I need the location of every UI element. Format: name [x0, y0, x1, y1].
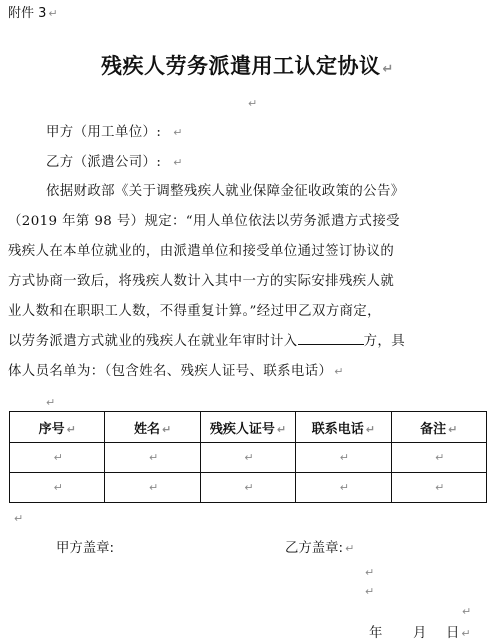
table-cell[interactable]: ↵	[391, 473, 486, 503]
party-a-seal-label: 甲方盖章:	[56, 541, 115, 556]
paragraph-line-2: （2019 年第 98 号）规定：“用人单位依法以劳务派遣方式接受	[8, 214, 400, 229]
empty-paragraph-mark: ↵	[365, 585, 375, 598]
date-day-label: 日 ↵	[446, 626, 471, 641]
table-cell[interactable]: ↵	[391, 443, 486, 473]
empty-paragraph-mark: ↵	[46, 396, 56, 409]
header-name: 姓名 ↵	[105, 412, 200, 443]
date-year-label: 年	[369, 626, 383, 641]
header-phone: 联系电话 ↵	[296, 412, 391, 443]
header-disability-cert-number: 残疾人证号 ↵	[200, 412, 295, 443]
party-b-line: 乙方（派遣公司）: ↵	[46, 155, 183, 170]
table-cell[interactable]: ↵	[200, 443, 295, 473]
party-b-seal-label: 乙方盖章: ↵	[285, 541, 355, 556]
table-cell[interactable]: ↵	[296, 473, 391, 503]
date-month-label: 月	[413, 626, 427, 641]
paragraph-line-3: 残疾人在本单位就业的，由派遣单位和接受单位通过签订协议的	[8, 244, 395, 259]
paragraph-line-7: 体人员名单为：（包含姓名、残疾人证号、联系电话） ↵	[8, 364, 344, 379]
empty-paragraph-mark: ↵	[365, 566, 375, 579]
table-cell[interactable]: ↵	[10, 443, 105, 473]
table-row	[10, 443, 487, 473]
table-header-row	[10, 412, 487, 443]
table-cell[interactable]: ↵	[10, 473, 105, 503]
empty-paragraph-mark: ↵	[14, 512, 24, 525]
empty-paragraph-mark: ↵	[462, 605, 472, 618]
empty-paragraph-mark: ↵	[248, 97, 258, 110]
attachment-label: 附件 3 ↵	[8, 6, 58, 21]
paragraph-line-5: 业人数和在职职工人数，不得重复计算。”经过甲乙双方商定，	[8, 304, 381, 319]
header-serial-number: 序号 ↵	[10, 412, 105, 443]
personnel-table	[9, 411, 487, 503]
paragraph-line-4: 方式协商一致后，将残疾人数计入其中一方的实际安排残疾人就	[8, 274, 395, 289]
fill-in-blank[interactable]	[298, 332, 364, 345]
paragraph-line-1: 依据财政部《关于调整残疾人就业保障金征收政策的公告》	[46, 184, 405, 199]
table-cell[interactable]: ↵	[105, 473, 200, 503]
table-cell[interactable]: ↵	[105, 443, 200, 473]
table-cell[interactable]: ↵	[296, 443, 391, 473]
party-a-line: 甲方（用工单位）: ↵	[46, 125, 183, 140]
paragraph-line-6: 以劳务派遣方式就业的残疾人在就业年审时计入 方，具	[8, 334, 405, 349]
table-row	[10, 473, 487, 503]
table-cell[interactable]: ↵	[200, 473, 295, 503]
header-remarks: 备注 ↵	[391, 412, 486, 443]
document-title: 残疾人劳务派遣用工认定协议 ↵	[101, 53, 394, 78]
